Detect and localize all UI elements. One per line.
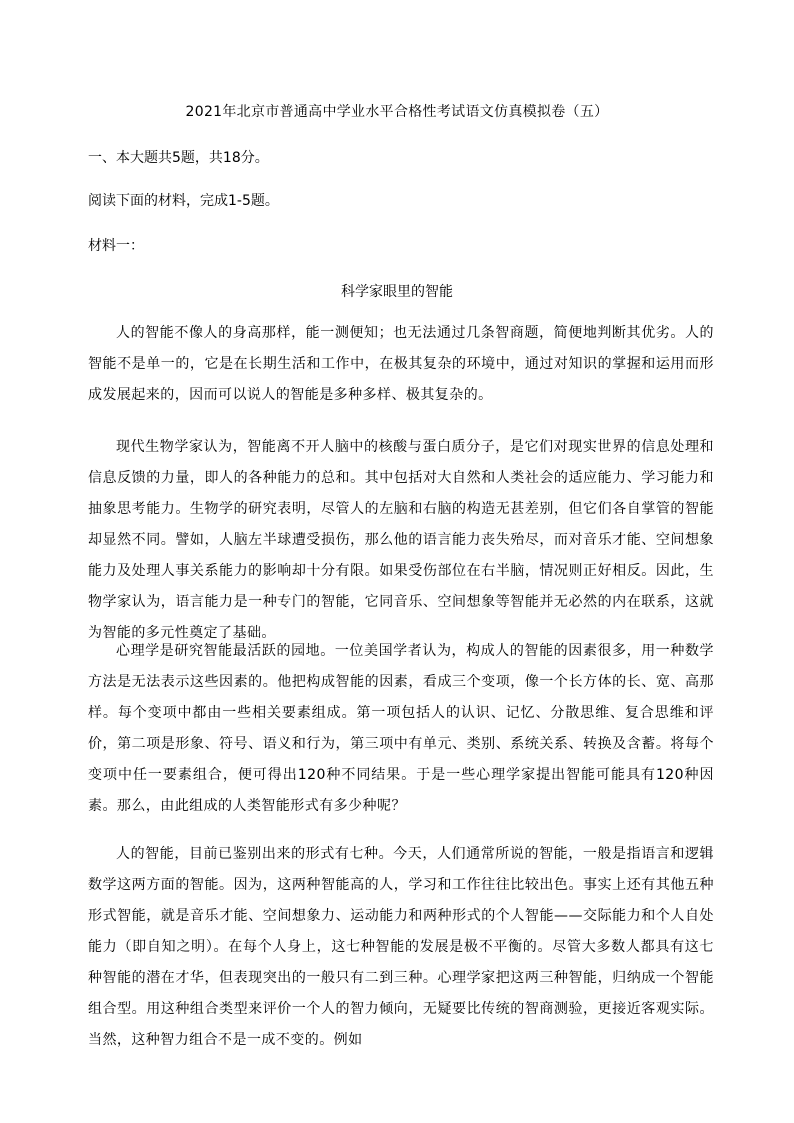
paragraph-1: 人的智能不像人的身高那样，能一测便知；也无法通过几条智商题，简便地判断其优劣。人的智能不是单一的，它是在长期生活和工作中，在极其复杂的环境中，通过对知识的掌握和运用而形成发展起来的，因而可以说人的智能是多种多样、极其复杂的。 bbox=[88, 325, 714, 403]
paragraph-3: 心理学是研究智能最活跃的园地。一位美国学者认为，构成人的智能的因素很多，用一种数学方法是无法表示这些因素的。他把构成智能的因素，看成三个变项，像一个长方体的长、宽、高那样。每个变项中都由一些相关要素组成。第一项包括人的认识、记忆、分散思维、复合思维和评价，第二项是形象、符号、语义和行为，第三项中有单元、类别、系统关系、转换及含蓄。将每个变项中任一要素组合，便可得出120种不同结果。于是一些心理学家提出智能可能具有120种因素。那么，由此组成的人类智能形式有多少种呢？ bbox=[88, 643, 714, 814]
section-heading: 一、本大题共5题，共18分。 bbox=[88, 150, 269, 166]
reading-instruction: 阅读下面的材料，完成1-5题。 bbox=[88, 193, 279, 209]
exam-title: 2021年北京市普通高中学业水平合格性考试语文仿真模拟卷（五） bbox=[185, 104, 609, 120]
material-label: 材料一： bbox=[88, 238, 144, 254]
paragraph-4: 人的智能，目前已鉴别出来的形式有七种。今天，人们通常所说的智能，一般是指语言和逻辑数学这两方面的智能。因为，这两种智能高的人，学习和工作往往比较出色。事实上还有其他五种形式智能，就是音乐才能、空间想象力、运动能力和两种形式的个人智能——交际能力和个人自处能力（即自知之明）。在每个人身上，这七种智能的发展是极不平衡的。尽管大多数人都具有这七种智能的潜在才华，但表现突出的一般只有二到三种。心理学家把这两三种智能，归纳成一个智能组合型。用这种组合类型来评价一个人的智力倾向，无疑要比传统的智商测验，更接近客观实际。当然，这种智力组合不是一成不变的。例如 bbox=[88, 846, 714, 1048]
paragraph-2: 现代生物学家认为，智能离不开人脑中的核酸与蛋白质分子，是它们对现实世界的信息处理和信息反馈的力量，即人的各种能力的总和。其中包括对大自然和人类社会的适应能力、学习能力和抽象思考能力。生物学的研究表明，尽管人的左脑和右脑的构造无甚差别，但它们各自掌管的智能却显然不同。譬如，人脑左半球遭受损伤，那么他的语言能力丧失殆尽，而对音乐才能、空间想象能力及处理人事关系能力的影响却十分有限。如果受伤部位在右半脑，情况则正好相反。因此，生物学家认为，语言能力是一种专门的智能，它同音乐、空间想象等智能并无必然的内在联系，这就为智能的多元性奠定了基础。 bbox=[88, 439, 714, 641]
article-title: 科学家眼里的智能 bbox=[341, 284, 453, 300]
